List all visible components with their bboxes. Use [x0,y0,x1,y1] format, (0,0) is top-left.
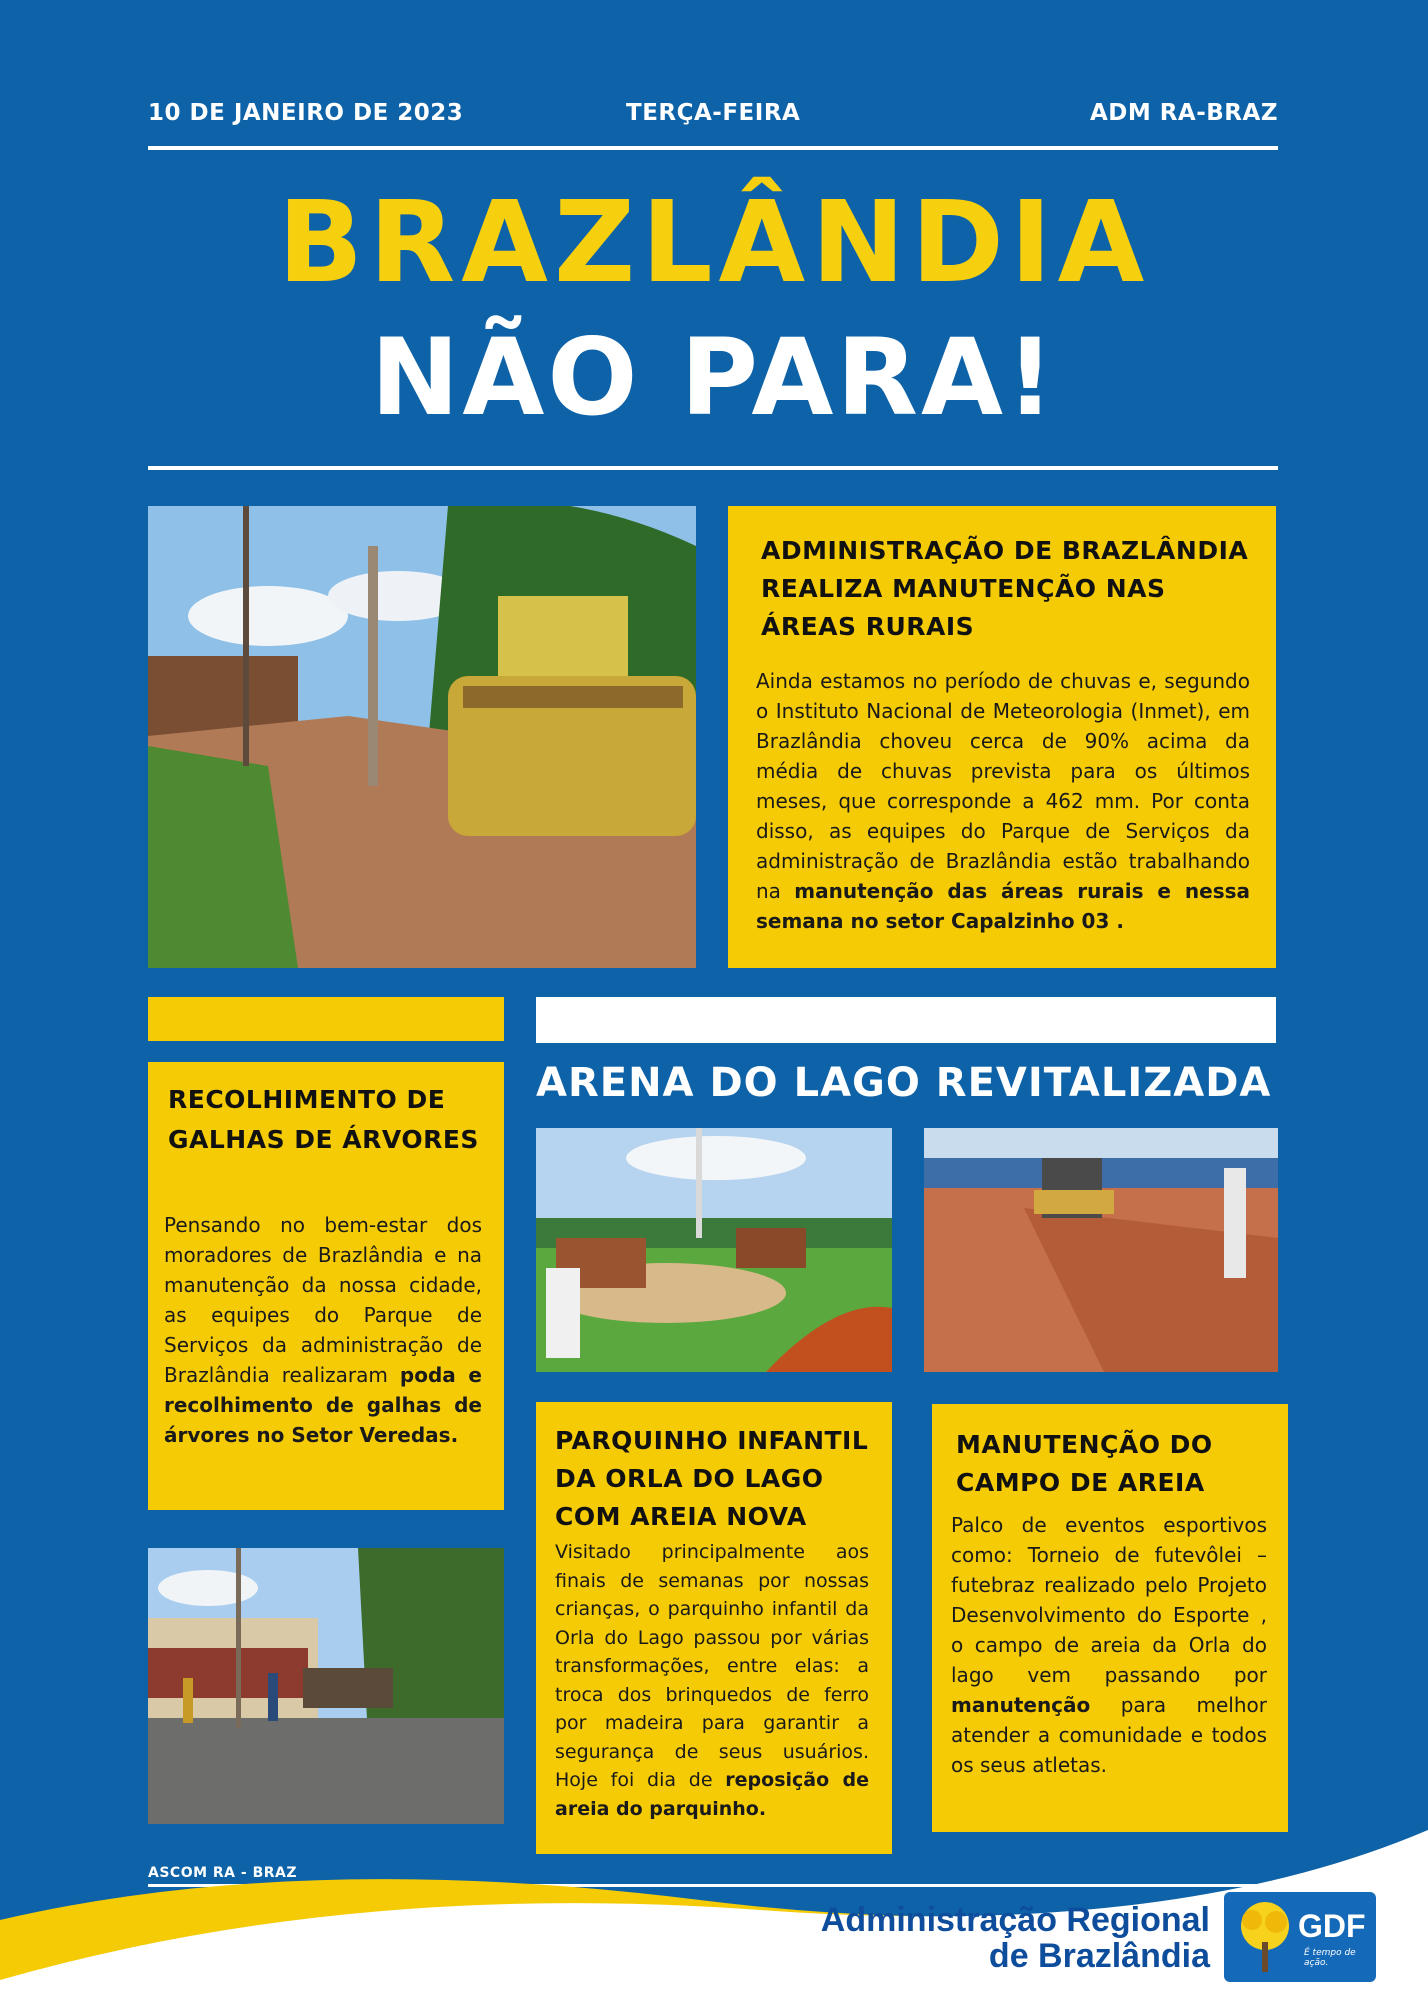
article-galhas-text-bold: poda e recolhimento de galhas de árvores no Setor Veredas. [164,1363,482,1447]
article-parquinho-text-bold: reposição de areia do parquinho. [555,1769,869,1820]
article-campo-text-plain: Palco de eventos esportivos como: Torneio de futevôlei – futebraz realizado pelo Projeto Desenvolvimento do Esporte , o campo de areia da Orla do lago vem passando por [951,1513,1267,1687]
article-parquinho-text-plain: Visitado principalmente aos finais de semanas por nossas crianças, o parquinho infantil da Orla do Lago passou por várias transformações, entre elas: a troca dos brinquedos de ferro por madeira para garantir a segurança de seus usuários. Hoje foi dia de [555,1541,869,1791]
article-rural-box [728,506,1276,968]
footer-admin-name [790,1902,1210,1974]
gdf-logo-tagline: É tempo de ação. [1304,1948,1356,1968]
article-campo-text-bold: manutenção [951,1693,1091,1717]
photo-sand-field [924,1128,1278,1372]
footer-credit: ASCOM RA - BRAZ [148,1865,298,1881]
article-campo-box [932,1404,1288,1832]
photo-playground [536,1128,892,1372]
issue-publisher: ADM RA-BRAZ [1089,100,1278,126]
issue-date: 10 DE JANEIRO DE 2023 [148,100,464,126]
article-rural-text-plain: Ainda estamos no período de chuvas e, segundo o Instituto Nacional de Meteorologia (Inmet), em Brazlândia choveu cerca de 90% acima da média de chuvas prevista para os últimos meses, que corresponde a 462 mm. Por conta disso, as equipes do Parque de Serviços da administração de Brazlândia estão trabalhando na [756,669,1250,903]
article-galhas-text [164,1210,482,1450]
footer-wave [0,1790,1428,2000]
article-campo-text [951,1510,1267,1780]
header-rule [148,146,1278,150]
article-campo-title: MANUTENÇÃO DO CAMPO DE AREIA [956,1430,1213,1497]
article-parquinho-box [536,1402,892,1854]
article-parquinho-text [555,1538,869,1823]
footer-admin-line2: de Brazlândia [988,1937,1210,1975]
gdf-logo-text: GDF [1298,1908,1366,1944]
photo-street-branches [148,1548,504,1824]
article-rural-text [756,666,1250,936]
headline-rule [148,466,1278,470]
article-rural-title: ADMINISTRAÇÃO DE BRAZLÂNDIA REALIZA MANUTENÇÃO NAS ÁREAS RURAIS [761,536,1249,641]
article-galhas-title: RECOLHIMENTO DE GALHAS DE ÁRVORES [168,1085,479,1154]
divider-white-bar [536,997,1276,1043]
divider-yellow-bar [148,997,504,1041]
article-campo-text-after: para melhor atender a comunidade e todos os seus atletas. [951,1693,1267,1777]
article-galhas-box [148,1062,504,1510]
issue-weekday: TERÇA-FEIRA [626,100,801,126]
footer-admin-line1: Administração Regional [820,1901,1210,1939]
ipe-tree-icon [1230,1898,1300,1976]
photo-road-roller [148,506,696,968]
gdf-logo [1224,1892,1376,1982]
headline-line2: NÃO PARA! [370,316,1058,439]
article-rural-text-bold: manutenção das áreas rurais e nessa semana no setor Capalzinho 03 . [756,879,1251,933]
article-galhas-text-plain: Pensando no bem-estar dos moradores de Brazlândia e na manutenção da nossa cidade, as equipes do Parque de Serviços da administração de Brazlândia realizaram [164,1213,482,1387]
article-parquinho-title: PARQUINHO INFANTIL DA ORLA DO LAGO COM AREIA NOVA [555,1426,869,1531]
section-arena-title: ARENA DO LAGO REVITALIZADA [536,1060,1272,1106]
headline-line1: BRAZLÂNDIA [277,178,1151,308]
